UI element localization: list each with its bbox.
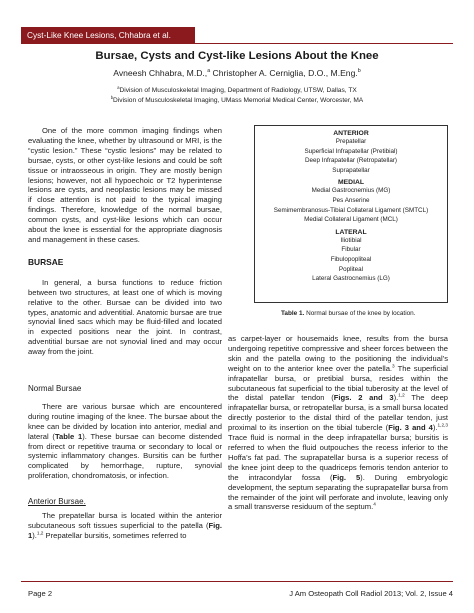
anterior-citation: 1,2 (36, 530, 44, 536)
table-1 (254, 125, 448, 303)
bursae-continued-paragraph: as carpet-layer or housemaids knee, results from the bursa undergoing repetitive compressive and sheer forces between the skin and the patella owing to the positioning the individual’s weight on to the anterior knee over the patella.$^3$ The superficial infrapatellar bursa, or pretibial bursa, resides within the subcutaneous fat superficial to the tibial tuberosity at the level of the distal patellar tendon (Figs. 2 and 3).$^{1,2}$ The deep infrapatellar bursa, or retropatellar bursa, is a small bursa located directly posterior to the distal third of the patellar tendon, just proximal to its insertion on the tibial tubercle (Fig. 3 and 4).$^{1,2,3}$ Trace fluid is normal in the deep infrapatellar bursa; bursitis is referred to when the fluid outpouches the recess inferior to the Hoffa’s fat pad. The suprapatellar bursa is a superior recess of the knee joint deep to the quadriceps femoris tendon anterior to the intracondylar fossa (Fig. 5). During embryologic development, the septum separating the suprapatellar bursa from the remainder of the joint will perforate and involute, leaving only a small transverse residuum of the septum.$^4$ (228, 334, 449, 512)
table-row: Pes Anserine (332, 196, 370, 204)
affiliation-a-text: Division of Musculoskeletal Imaging, Department of Radiology, UTSW, Dallas, TX (119, 87, 357, 94)
right-column (228, 334, 448, 512)
table-row: Suprapatellar (332, 166, 370, 174)
fig-1-ref[interactable]: Fig. 1 (28, 521, 222, 540)
table-row: Semimembranosus-Tibial Collateral Ligament (SMTCL) (273, 206, 429, 214)
table-row: Fibular (341, 246, 361, 254)
affiliation-a-sup: a (117, 84, 120, 90)
left-column (28, 126, 222, 541)
table-row: Medial Gastrocnemius (MG) (311, 187, 391, 195)
affiliation-a (0, 84, 474, 94)
table-row: Popliteal (338, 265, 364, 273)
fig-5-ref[interactable]: Fig. 5 (332, 472, 361, 482)
normal-bursae-paragraph: There are various bursae which are encountered during routine imaging of the knee. The bursae about the knee can be divided by location into anterior, medial and lateral (Table 1). These bursae can become distended from direct or repetitive trauma or secondary to local or systemic inflammatory changes. Bursitis can be further complicated by hemorrhage, rupture, synovial proliferation, chondromatosis, or infection. (28, 401, 222, 481)
table-1-caption (281, 310, 423, 319)
table-1-ref[interactable]: Table 1 (54, 431, 83, 441)
footer-rule (21, 581, 453, 582)
anterior-bursae-paragraph: The prepatellar bursa is located within the anterior subcutaneous soft tissues superficial to the patella (Fig. 1).$^{1,2}$ Prepatellar bursitis, sometimes referred to (28, 511, 222, 540)
article-title: Bursae, Cysts and Cyst-like Lesions About the Knee (95, 50, 379, 62)
table-row: Iliotibial (340, 236, 362, 244)
author-2-sup: b (357, 68, 361, 75)
table-row: Prepatellar (335, 138, 367, 145)
intro-paragraph: One of the more common imaging findings when evaluating the knee, whether by ultrasound or MRI, is the “cystic lesion.” These “cystic lesions” may be related to bursae, cysts, or other cyst-like lesions and could be soft tissue or intraosseous in origin. They are mostly benign lesions; however, not all hypoechoic or T2 hyperintense lesions are cysts, and neoplastic lesions may be missed if close attention is not paid to the typical imaging findings. Therefore, knowledge of the normal bursae, common cysts, and cyst-like lesions which can occur about the knee is essential for the appropriate diagnosis and management in these cases. (28, 126, 222, 244)
affiliation-b (0, 94, 474, 104)
table-row: Deep Infrapatellar (Retropatellar) (304, 157, 398, 165)
affiliation-b-text: Division of Musculoskeletal Imaging, UMass Memorial Medical Center, Worcester, MA (113, 97, 364, 104)
table-heading-medial: MEDIAL (337, 179, 365, 187)
affiliation-b-sup: b (110, 94, 114, 100)
fig-3-4-ref[interactable]: Fig. 3 and 4 (388, 423, 433, 433)
table-caption-label: Table 1. (281, 310, 305, 317)
header-rule (21, 43, 453, 44)
table-caption-text: Normal bursae of the knee by location. (304, 310, 416, 317)
running-title: Cyst-Like Knee Lesions, Chhabra et al. (27, 30, 171, 40)
author-1-sup: a (207, 68, 211, 75)
table-group-medial (255, 179, 447, 224)
author-line (0, 68, 474, 78)
table-heading-lateral: LATERAL (335, 228, 367, 236)
table-group-lateral (255, 229, 447, 284)
running-header (21, 27, 195, 43)
normal-bursae-heading: Normal Bursae (28, 384, 82, 394)
table-row: Medial Collateral Ligament (MCL) (304, 216, 398, 224)
page-number: Page 2 (28, 589, 53, 598)
table-group-anterior (255, 130, 447, 175)
bursae-paragraph: In general, a bursa functions to reduce friction between two structures, at least one of which is moving relative to the other. Bursae can be divided into two types, anatomic and adventitial. Anatomic bursae are true synovial lined sacs which may be fluid-filled and located in expected positions near the joint. In contrast, adventitial bursae are not synovial lined and may occur away from the joint. (28, 277, 222, 357)
table-heading-anterior: ANTERIOR (333, 130, 369, 137)
author-1: Avneesh Chhabra, M.D., (113, 68, 208, 78)
table-row: Lateral Gastrocnemius (LG) (312, 275, 390, 283)
figs-2-3-ref[interactable]: Figs. 2 and 3 (333, 393, 394, 403)
bursae-heading: BURSAE (28, 256, 64, 267)
author-2: Christopher A. Cerniglia, D.O., M.Eng. (210, 68, 358, 78)
anterior-bursae-heading: Anterior Bursae. (28, 497, 86, 507)
table-row: Superficial Infrapatellar (Pretibial) (304, 147, 398, 155)
table-row: Fibulopopliteal (330, 255, 372, 263)
journal-citation: J Am Osteopath Coll Radiol 2013; Vol. 2, Issue 4 (289, 589, 453, 598)
